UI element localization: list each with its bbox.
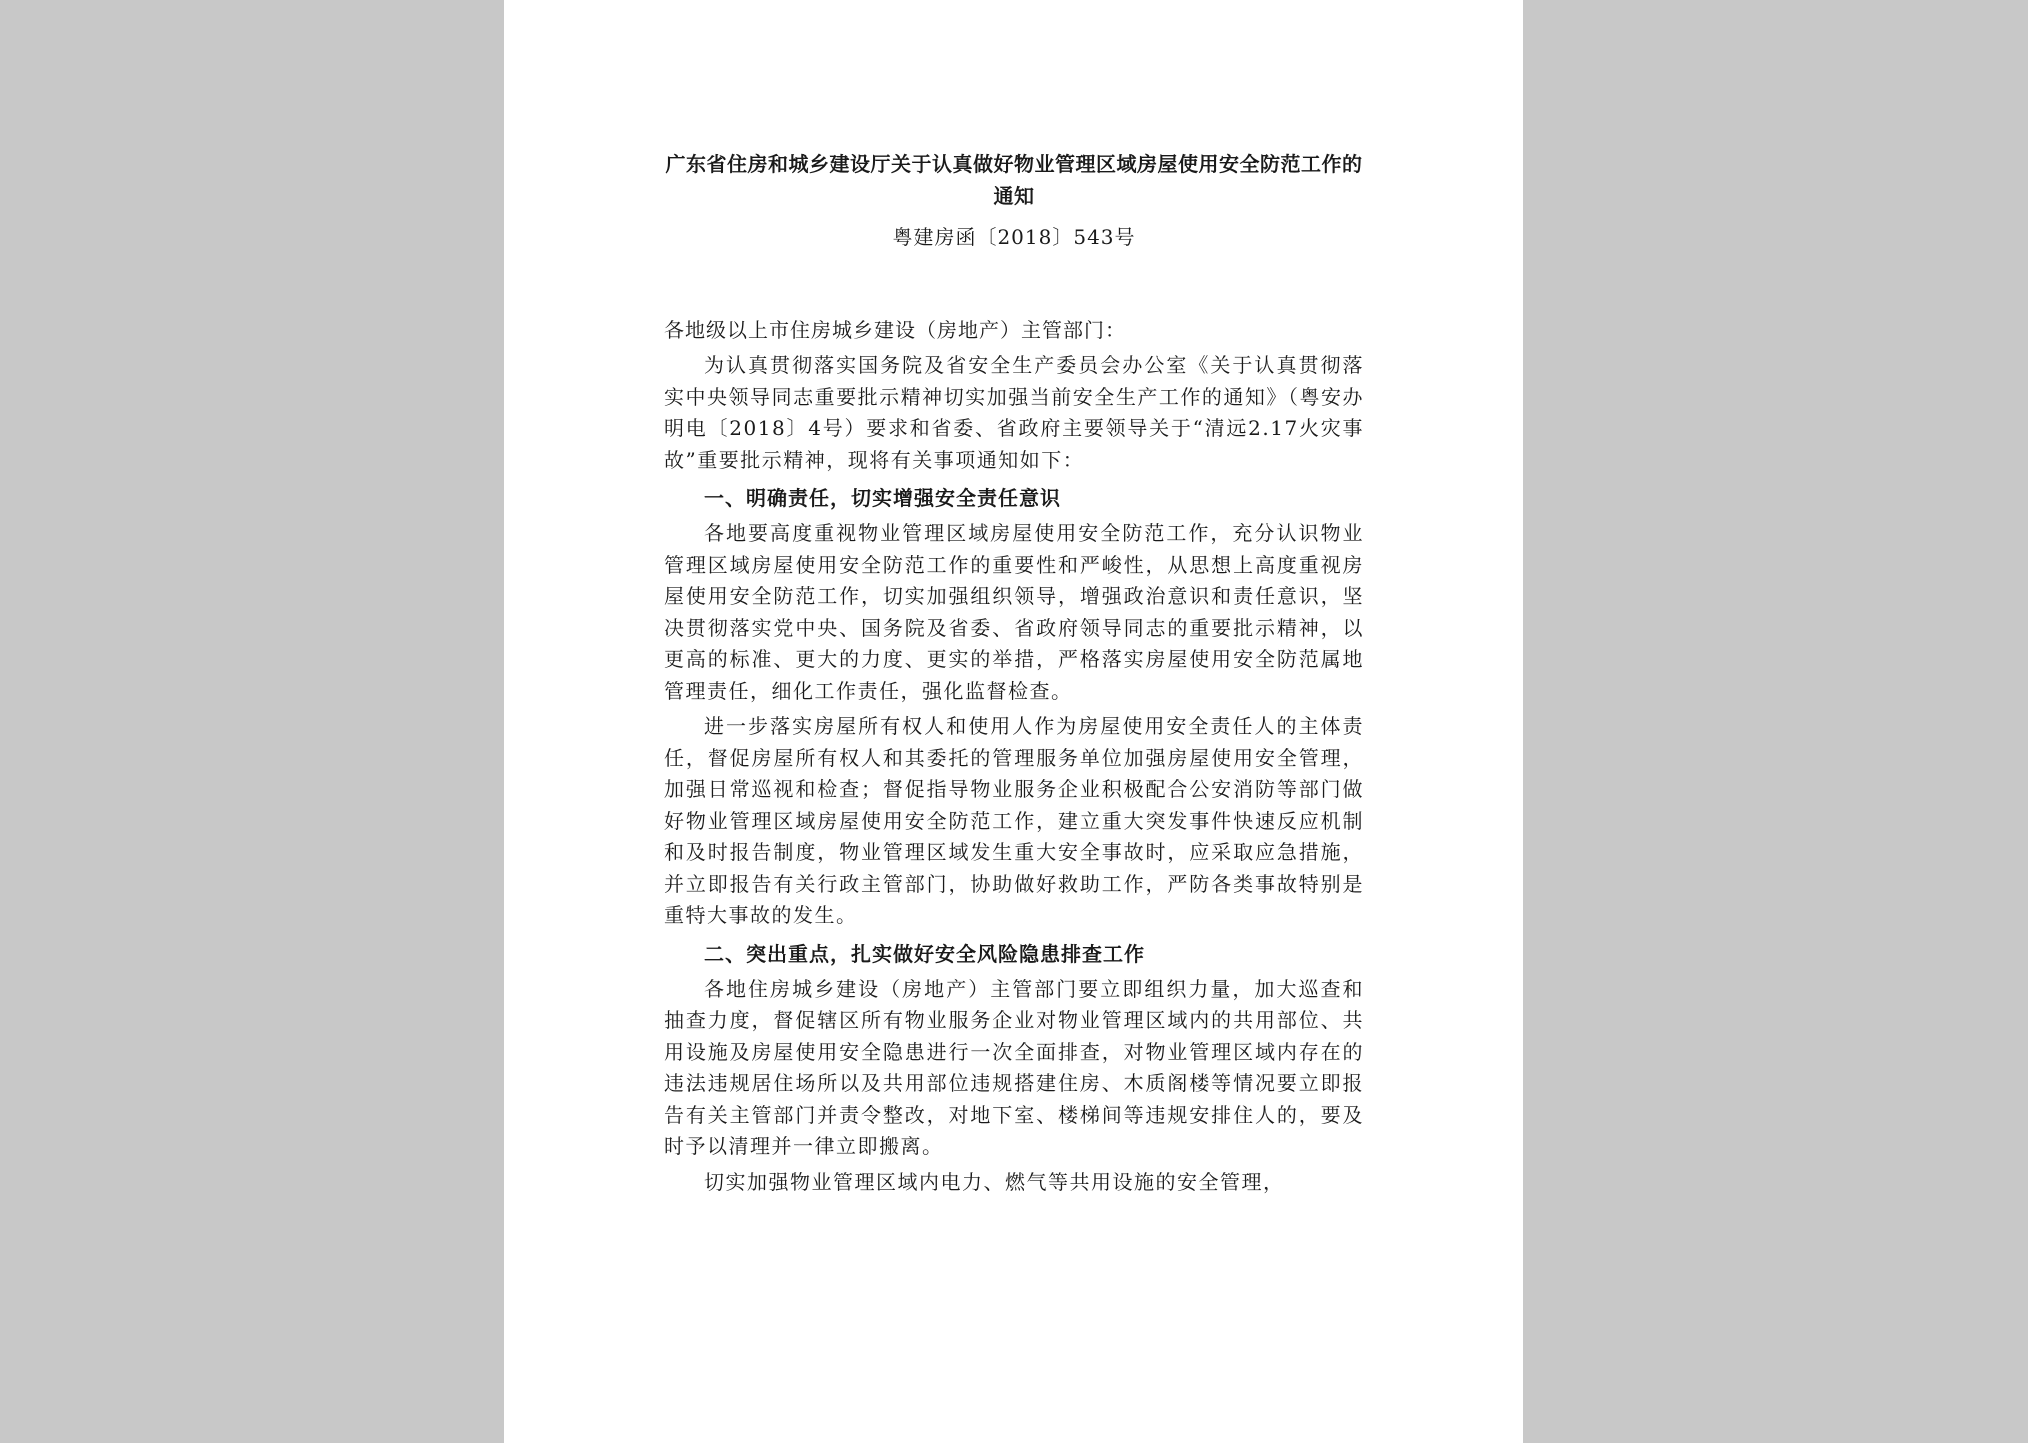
section-1-paragraph-2: 进一步落实房屋所有权人和使用人作为房屋使用安全责任人的主体责任，督促房屋所有权人和其委托的管理服务单位加强房屋使用安全管理，加强日常巡视和检查；督促指导物业服务企业积极配合公安消防等部门做好物业管理区域房屋使用安全防范工作，建立重大突发事件快速反应机制和及时报告制度，物业管理区域发生重大安全事故时，应采取应急措施，并立即报告有关行政主管部门，协助做好救助工作，严防各类事故特别是重特大事故的发生。	[664, 714, 1364, 927]
section-2-paragraph-1: 各地住房城乡建设（房地产）主管部门要立即组织力量，加大巡查和抽查力度，督促辖区所有物业服务企业对物业管理区域内的共用部位、共用设施及房屋使用安全隐患进行一次全面排查，对物业管理区域内存在的违法违规居住场所以及共用部位违规搭建住房、木质阁楼等情况要立即报告有关主管部门并责令整改，对地下室、楼梯间等违规安排住人的，要及时予以清理并一律立即搬离。	[664, 976, 1364, 1158]
document-body	[664, 148, 1364, 1198]
intro-paragraph: 为认真贯彻落实国务院及省安全生产委员会办公室《关于认真贯彻落实中央领导同志重要批示精神切实加强当前安全生产工作的通知》（粤安办明电〔2018〕4号）要求和省委、省政府主要领导关于“清远2.17火灾事故”重要批示精神，现将有关事项通知如下：	[664, 353, 1364, 472]
section-heading-2: 二、突出重点，扎实做好安全风险隐患排查工作	[704, 941, 1145, 966]
document-page	[504, 0, 1523, 1443]
section-2-paragraph-2: 切实加强物业管理区域内电力、燃气等共用设施的安全管理，	[704, 1169, 1285, 1194]
document-number: 粤建房函〔2018〕543号	[892, 225, 1136, 249]
addressee-line: 各地级以上市住房城乡建设（房地产）主管部门：	[664, 318, 1126, 342]
section-1-paragraph-1: 各地要高度重视物业管理区域房屋使用安全防范工作，充分认识物业管理区域房屋使用安全防范工作的重要性和严峻性，从思想上高度重视房屋使用安全防范工作，切实加强组织领导，增强政治意识和责任意识，坚决贯彻落实党中央、国务院及省委、省政府领导同志的重要批示精神，以更高的标准、更大的力度、更实的举措，严格落实房屋使用安全防范属地管理责任，细化工作责任，强化监督检查。	[664, 521, 1364, 703]
document-title: 广东省住房和城乡建设厅关于认真做好物业管理区域房屋使用安全防范工作的通知	[665, 152, 1363, 208]
section-heading-1: 一、明确责任，切实增强安全责任意识	[704, 486, 1061, 510]
